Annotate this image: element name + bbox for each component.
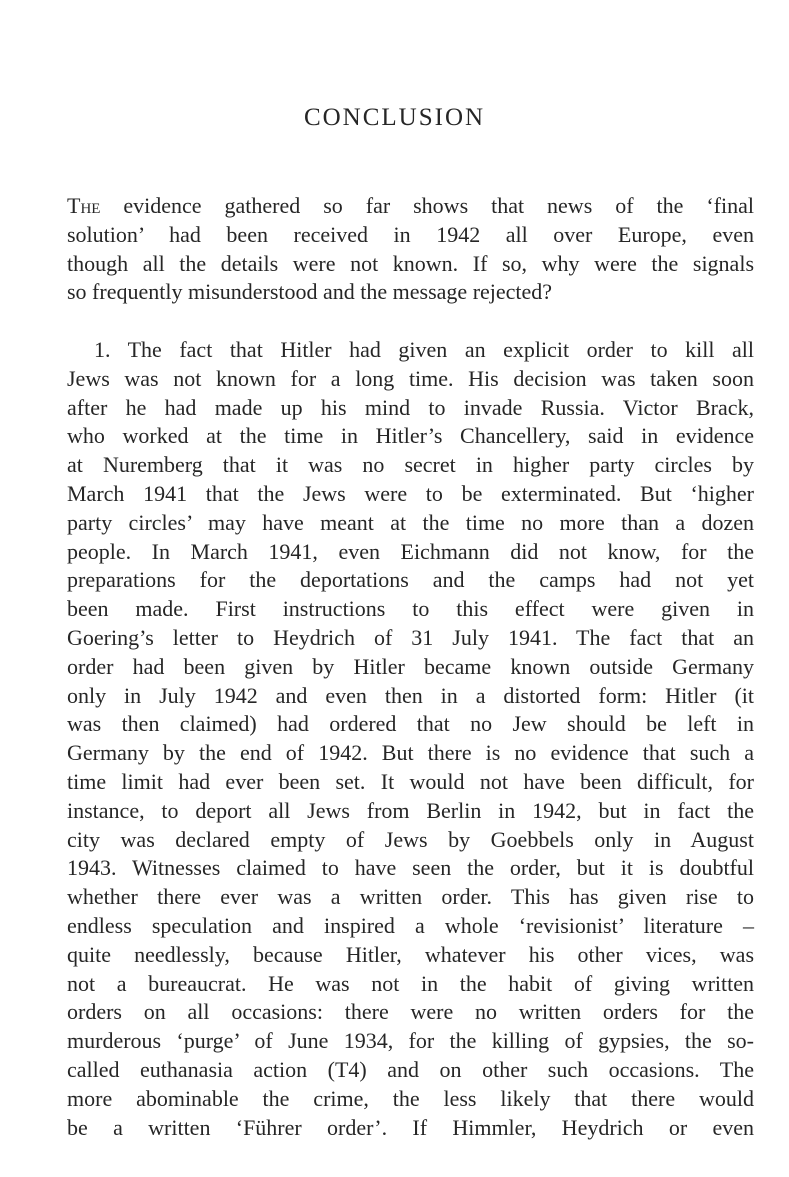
- line-text: evidence gathered so far shows that news of the ‘final: [100, 193, 754, 218]
- text-line: [67, 192, 754, 221]
- text-line: not a bureaucrat. He was not in the habit of giving written: [67, 970, 754, 996]
- text-line: murderous ‘purge’ of June 1934, for the killing of gypsies, the so-: [67, 1028, 754, 1054]
- text-line: more abominable the crime, the less likely that there would: [67, 1085, 754, 1111]
- text-line: at Nuremberg that it was no secret in higher party circles by: [67, 452, 754, 478]
- text-line: so frequently misunderstood and the message rejected?: [67, 279, 553, 305]
- text-line: though all the details were not known. If so, why were the signals: [67, 250, 754, 276]
- text-line: who worked at the time in Hitler’s Chancellery, said in evidence: [67, 423, 754, 449]
- text-line: preparations for the deportations and the camps had not yet: [67, 567, 754, 593]
- paragraph-point-1: [67, 336, 754, 1142]
- text-line: endless speculation and inspired a whole ‘revisionist’ literature –: [67, 912, 754, 938]
- text-line: order had been given by Hitler became known outside Germany: [67, 653, 754, 679]
- paragraph-intro: [67, 192, 754, 307]
- text-line: city was declared empty of Jews by Goebbels only in August: [67, 826, 754, 852]
- text-line: quite needlessly, because Hitler, whatever his other vices, was: [67, 941, 754, 967]
- text-line: Goering’s letter to Heydrich of 31 July 1941. The fact that an: [67, 624, 754, 650]
- text-line: orders on all occasions: there were no written orders for the: [67, 999, 754, 1025]
- text-line: people. In March 1941, even Eichmann did not know, for the: [67, 538, 754, 564]
- lead-word: The: [67, 193, 101, 218]
- text-line: whether there ever was a written order. This has given rise to: [67, 884, 754, 910]
- text-line: Jews was not known for a long time. His decision was taken soon: [67, 365, 754, 391]
- text-line: March 1941 that the Jews were to be exterminated. But ‘higher: [67, 480, 754, 506]
- text-line: party circles’ may have meant at the time no more than a dozen: [67, 509, 754, 535]
- text-line: be a written ‘Führer order’. If Himmler, Heydrich or even: [67, 1114, 754, 1140]
- text-line: instance, to deport all Jews from Berlin in 1942, but in fact the: [67, 797, 754, 823]
- text-line: 1943. Witnesses claimed to have seen the order, but it is doubtful: [67, 855, 754, 881]
- text-line: only in July 1942 and even then in a distorted form: Hitler (it: [67, 682, 754, 708]
- text-line: time limit had ever been set. It would not have been difficult, for: [67, 768, 754, 794]
- text-line: solution’ had been received in 1942 all over Europe, even: [67, 221, 754, 247]
- text-line: Germany by the end of 1942. But there is no evidence that such a: [67, 740, 754, 766]
- text-line: after he had made up his mind to invade Russia. Victor Brack,: [67, 394, 754, 420]
- text-line: was then claimed) had ordered that no Jew should be left in: [67, 711, 754, 737]
- text-line: 1. The fact that Hitler had given an explicit order to kill all: [94, 337, 754, 362]
- text-line: called euthanasia action (T4) and on other such occasions. The: [67, 1056, 754, 1082]
- text-line: been made. First instructions to this effect were given in: [67, 596, 754, 622]
- chapter-heading: CONCLUSION: [303, 104, 486, 131]
